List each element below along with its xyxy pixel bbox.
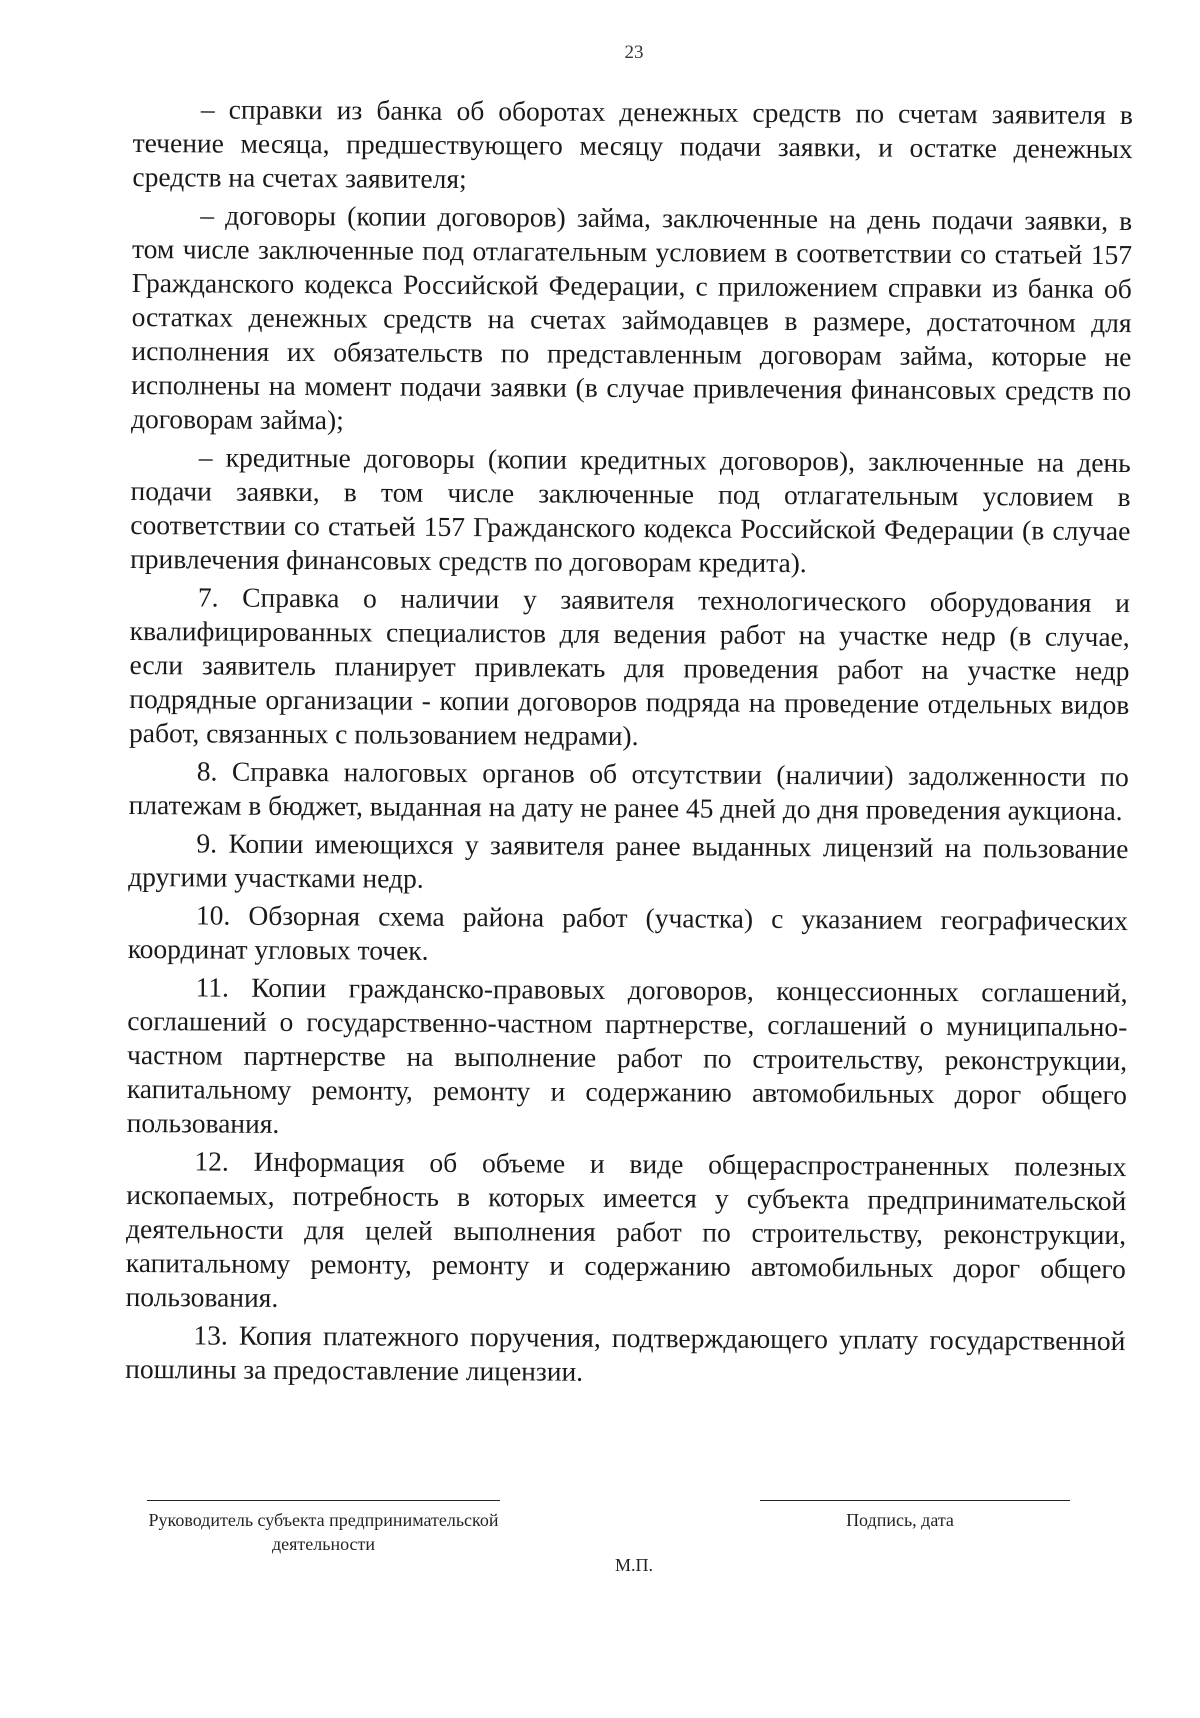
document-body [125, 92, 1133, 1392]
paragraph-loan-agreements: – договоры (копии договоров) займа, заключенные на день подачи заявки, в том числе заключенные под отлагательным условием в соответствии со статьей 157 Гражданского кодекса Российской Федерации, с приложением справки из банка об остатках денежных средств на счетах займодавцев в размере, достаточном для исполнения их обязательств по представленным договорам займа, которые не исполнены на момент подачи заявки (в случае привлечения финансовых средств по договорам займа); [130, 199, 1133, 436]
paragraph-credit-agreements: – кредитные договоры (копии кредитных договоров), заключенные на день подачи заявки, в том числе заключенные под отлагательным условием в соответствии со статьей 157 Гражданского кодекса Российской Федерации (в случае привлечения финансовых средств по договорам кредита). [130, 441, 1131, 579]
signature-caption-date: Подпись, дата [846, 1510, 954, 1530]
paragraph-item-10: 10. Обзорная схема района работ (участка) с указанием географических координат угловых точек. [127, 899, 1129, 966]
paragraph-item-7: 7. Справка о наличии у заявителя технологического оборудования и квалифицированных специалистов для ведения работ на участке недр (в случае, если заявитель планирует привлекать для проведения работ на участке недр подрядные организации - копии договоров подряда на проведение отдельных видов работ, связанных с пользованием недрами). [128, 581, 1130, 752]
paragraph-item-9: 9. Копии имеющихся у заявителя ранее выданных лицензий на пользование другими участками недр. [128, 827, 1129, 894]
page-number: 23 [624, 42, 644, 63]
paragraph-item-11: 11. Копии гражданско-правовых договоров, концессионных соглашений, соглашений о государственно-частном партнерстве, соглашений о муниципально-частном партнерстве на выполнение работ по строительству, реконструкции, капитальному ремонту, ремонту и содержанию автомобильных дорог общего пользования. [126, 971, 1128, 1139]
paragraph-item-12: 12. Информация об объеме и виде общераспространенных полезных ископаемых, потребность в которых имеется у субъекта предпринимательской деятельности для целей выполнения работ по строительству, реконструкции, капитальному ремонту, ремонту и содержанию автомобильных дорог общего пользования. [125, 1145, 1127, 1313]
signature-line-head [147, 1500, 500, 1501]
paragraph-item-8: 8. Справка налоговых органов об отсутствии (наличии) задолженности по платежам в бюджет, выданная на дату не ранее 45 дней до дня проведения аукциона. [128, 755, 1129, 827]
stamp-place-label: М.П. [614, 1555, 653, 1575]
signature-line-date [760, 1500, 1070, 1501]
signature-caption-head: Руководитель субъекта предпринимательской деятельности [148, 1510, 499, 1554]
paragraph-item-13: 13. Копия платежного поручения, подтверждающего уплату государственной пошлины за предоставление лицензии. [125, 1319, 1126, 1387]
paragraph-bank-statement: – справки из банка об оборотах денежных средств по счетам заявителя в течение месяца, предшествующего месяцу подачи заявки, и остатке денежных средств на счетах заявителя; [132, 93, 1133, 195]
